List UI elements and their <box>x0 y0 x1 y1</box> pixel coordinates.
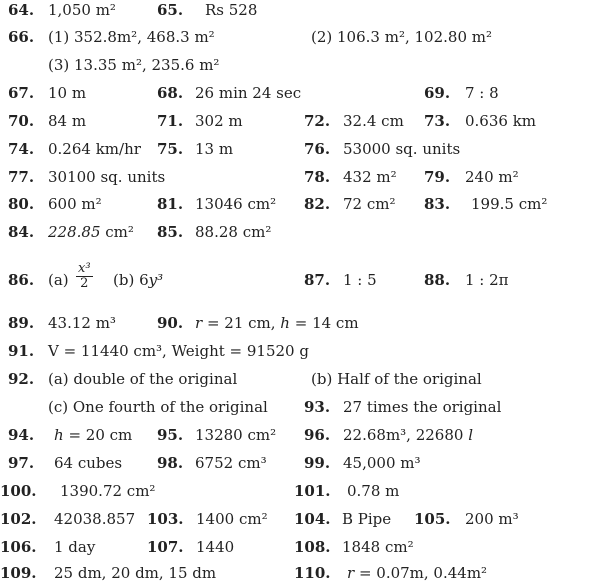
question-number: 99. <box>304 454 331 472</box>
answer-row <box>0 563 602 583</box>
answer-text: 13046 cm² <box>195 195 277 213</box>
answer-row <box>0 453 602 473</box>
answer-text: 1 : 2π <box>465 271 509 289</box>
question-number: 77. <box>8 168 35 186</box>
answer-row <box>0 139 602 159</box>
answer-text: 0.264 km/hr <box>48 140 141 158</box>
question-number: 109. <box>0 564 37 582</box>
question-number: 84. <box>8 223 35 241</box>
answer-text: 25 dm, 20 dm, 15 dm <box>54 564 217 582</box>
answer-text: 13 m <box>195 140 234 158</box>
answer-row <box>0 27 602 47</box>
answer-row <box>0 111 602 131</box>
question-number: 76. <box>304 140 331 158</box>
answer-text: 26 min 24 sec <box>195 84 302 102</box>
answer-row <box>0 481 602 501</box>
answer-row <box>0 222 602 242</box>
question-number: 64. <box>8 1 35 19</box>
answer-text: 84 m <box>48 112 87 130</box>
question-number: 79. <box>424 168 451 186</box>
variable-r: r <box>347 564 355 582</box>
question-number: 80. <box>8 195 35 213</box>
answer-row <box>0 194 602 214</box>
question-number: 98. <box>157 454 184 472</box>
answer-unit: cm² <box>105 223 134 241</box>
question-number: 107. <box>147 538 184 556</box>
answer-value: = 21 cm, <box>202 314 281 332</box>
answer-text: 88.28 cm² <box>195 223 272 241</box>
answer-text <box>48 222 134 242</box>
question-number: 93. <box>304 398 331 416</box>
question-number: 108. <box>294 538 331 556</box>
answer-text: 1 day <box>54 538 96 556</box>
answer-label: (b) 6 <box>113 271 149 289</box>
answer-text: 53000 sq. units <box>343 140 461 158</box>
question-number: 85. <box>157 223 184 241</box>
answer-text <box>347 563 487 583</box>
answer-text <box>343 425 473 445</box>
question-number: 103. <box>147 510 184 528</box>
question-number: 81. <box>157 195 184 213</box>
variable-h: h <box>54 426 64 444</box>
answer-text: 10 m <box>48 84 87 102</box>
question-number: 106. <box>0 538 37 556</box>
question-number: 75. <box>157 140 184 158</box>
answer-row <box>0 0 602 20</box>
answer-row <box>0 83 602 103</box>
question-number: 90. <box>157 314 184 332</box>
answer-text: 6752 cm³ <box>195 454 267 472</box>
answer-value: = 0.07m, 0.44m² <box>354 564 488 582</box>
answer-text: 199.5 cm² <box>471 195 548 213</box>
answer-text: (c) One fourth of the original <box>48 398 268 416</box>
question-number: 101. <box>294 482 331 500</box>
answer-value: 22.68m³, 22680 <box>343 426 469 444</box>
answer-row <box>0 167 602 187</box>
question-number: 94. <box>8 426 35 444</box>
question-number: 104. <box>294 510 331 528</box>
answer-unit: l <box>468 426 474 444</box>
answer-text: Rs 528 <box>205 1 258 19</box>
answer-text: (b) Half of the original <box>311 370 482 388</box>
answer-text <box>113 270 163 290</box>
question-number: 110. <box>294 564 331 582</box>
answer-text: 1,050 m² <box>48 1 116 19</box>
variable-r: r <box>195 314 203 332</box>
answer-text <box>54 425 132 445</box>
question-number: 102. <box>0 510 37 528</box>
question-number: 78. <box>304 168 331 186</box>
answer-text: (1) 352.8m², 468.3 m² <box>48 28 215 46</box>
answer-text: 600 m² <box>48 195 102 213</box>
question-number: 72. <box>304 112 331 130</box>
answer-text: (3) 13.35 m², 235.6 m² <box>48 56 220 74</box>
answer-text: 43.12 m³ <box>48 314 116 332</box>
question-number: 82. <box>304 195 331 213</box>
answer-text: 432 m² <box>343 168 397 186</box>
variable-h: h <box>280 314 290 332</box>
question-number: 67. <box>8 84 35 102</box>
answer-text: 0.636 km <box>465 112 537 130</box>
fraction-denominator: 2 <box>80 276 89 291</box>
answer-text: 7 : 8 <box>465 84 499 102</box>
question-number: 74. <box>8 140 35 158</box>
answer-text: V = 11440 cm³, Weight = 91520 g <box>48 342 309 360</box>
answer-value: = 14 cm <box>289 314 359 332</box>
question-number: 95. <box>157 426 184 444</box>
answer-text <box>195 313 359 333</box>
answer-text: 200 m³ <box>465 510 519 528</box>
fraction <box>76 262 93 291</box>
answer-row <box>0 369 602 389</box>
question-number: 71. <box>157 112 184 130</box>
answer-value: = 20 cm <box>63 426 133 444</box>
question-number: 91. <box>8 342 35 360</box>
answer-row <box>0 55 602 75</box>
question-number: 87. <box>304 271 331 289</box>
answer-row <box>0 397 602 417</box>
answer-text: 0.78 m <box>347 482 400 500</box>
answer-text: 1440 <box>196 538 235 556</box>
answer-text: 64 cubes <box>54 454 123 472</box>
fraction-numerator: x³ <box>78 261 91 276</box>
answer-row <box>0 262 602 298</box>
answer-text: (a) double of the original <box>48 370 238 388</box>
question-number: 96. <box>304 426 331 444</box>
question-number: 69. <box>424 84 451 102</box>
question-number: 88. <box>424 271 451 289</box>
question-number: 86. <box>8 271 35 289</box>
question-number: 105. <box>414 510 451 528</box>
answer-text: 240 m² <box>465 168 519 186</box>
answer-value: 228.85 <box>48 223 101 241</box>
answer-row <box>0 341 602 361</box>
answer-text: 13280 cm² <box>195 426 277 444</box>
answer-text: 72 cm² <box>343 195 396 213</box>
answer-row <box>0 313 602 333</box>
answer-text: 1848 cm² <box>342 538 414 556</box>
answer-text: B Pipe <box>342 510 392 528</box>
question-number: 89. <box>8 314 35 332</box>
answer-row <box>0 537 602 557</box>
answer-text: 45,000 m³ <box>343 454 421 472</box>
answer-row <box>0 509 602 529</box>
question-number: 70. <box>8 112 35 130</box>
answer-text: 27 times the original <box>343 398 502 416</box>
answer-text: 32.4 cm <box>343 112 404 130</box>
answer-text: 1 : 5 <box>343 271 377 289</box>
question-number: 92. <box>8 370 35 388</box>
question-number: 68. <box>157 84 184 102</box>
answer-text: 1390.72 cm² <box>60 482 156 500</box>
answer-text: (2) 106.3 m², 102.80 m² <box>311 28 492 46</box>
question-number: 73. <box>424 112 451 130</box>
question-number: 97. <box>8 454 35 472</box>
question-number: 66. <box>8 28 35 46</box>
answer-text: 1400 cm² <box>196 510 268 528</box>
question-number: 83. <box>424 195 451 213</box>
answer-text: 30100 sq. units <box>48 168 166 186</box>
question-number: 65. <box>157 1 184 19</box>
question-number: 100. <box>0 482 37 500</box>
answer-text: (a) <box>48 271 69 289</box>
answer-variable: y³ <box>148 271 164 289</box>
answer-text: 42038.857 <box>54 510 136 528</box>
answer-row <box>0 425 602 445</box>
answer-text: 302 m <box>195 112 243 130</box>
